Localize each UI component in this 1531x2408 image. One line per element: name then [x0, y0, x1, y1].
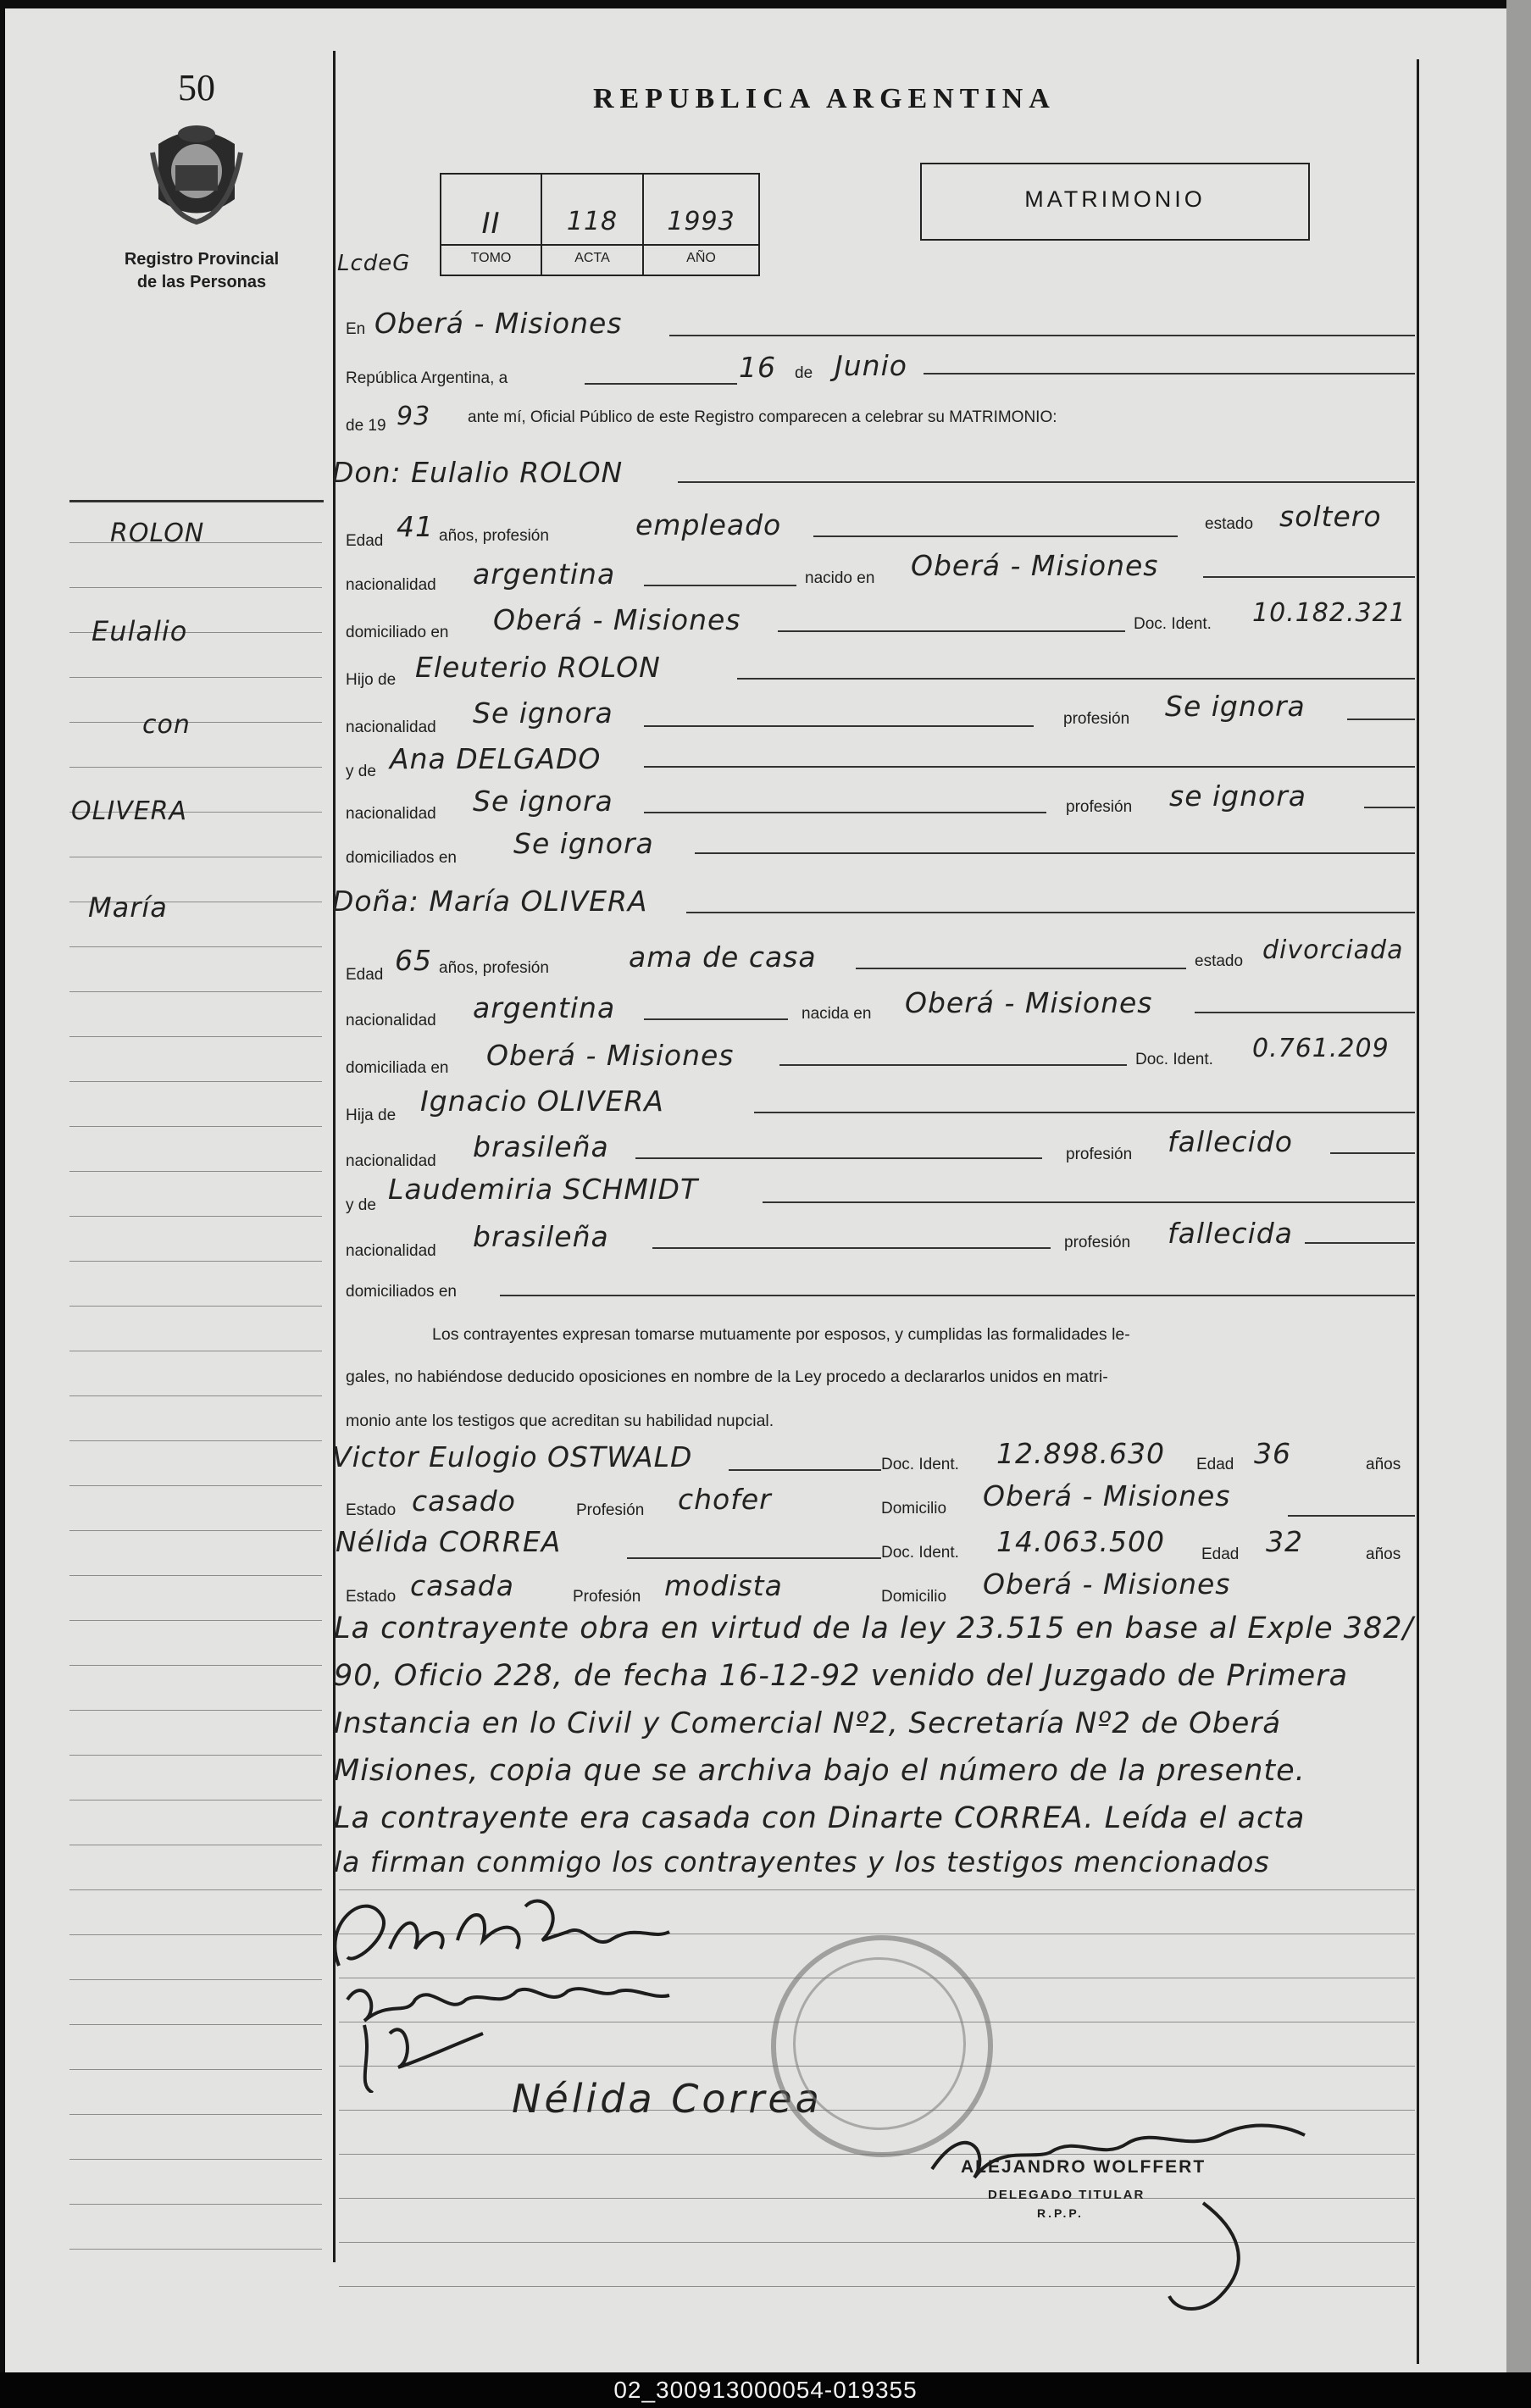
- note-line5: La contrayente era casada con Dinarte CORREA. Leída el acta: [334, 1801, 1306, 1835]
- year-text: ante mí, Oficial Público de este Registro comparecen a celebrar su MATRIMONIO:: [468, 408, 1057, 426]
- witness2-estado: casada: [410, 1569, 514, 1602]
- doc-type-box: [920, 163, 1310, 241]
- witness1-dom-label: Domicilio: [881, 1500, 947, 1517]
- groom-nacido: Oberá - Misiones: [911, 549, 1159, 582]
- groom-domicilio: Oberá - Misiones: [493, 603, 741, 636]
- groom-mother-nac: Se ignora: [473, 785, 613, 818]
- groom-mother-prof: se ignora: [1169, 780, 1306, 813]
- groom-father-nac-label: nacionalidad: [346, 719, 436, 736]
- margin-rule-line: [69, 1036, 322, 1037]
- witness2-dom-label: Domicilio: [881, 1588, 947, 1606]
- groom-nacionalidad: argentina: [473, 558, 616, 591]
- margin-rule-line: [69, 1171, 322, 1172]
- margin-rule-line: [69, 1979, 322, 1980]
- margin-rule-line: [69, 677, 322, 678]
- date-month: Junio: [835, 349, 907, 382]
- witness2-estado-label: Estado: [346, 1588, 397, 1606]
- margin-rule-line: [69, 1530, 322, 1531]
- bride-father-nac-label: nacionalidad: [346, 1152, 436, 1170]
- witness1-edad: 36: [1254, 1437, 1291, 1470]
- page-number: 50: [178, 67, 215, 108]
- note-line2: 90, Oficio 228, de fecha 16-12-92 venido del Juzgado de Primera: [334, 1659, 1349, 1693]
- margin-rule-line: [69, 1665, 322, 1666]
- groom-mother: Ana DELGADO: [390, 742, 602, 775]
- margin-rule-line: [69, 1440, 322, 1441]
- date-day: 16: [739, 351, 776, 384]
- margin-rule-line: [69, 1710, 322, 1711]
- groom-father-label: Hijo de: [346, 671, 397, 689]
- margin-name-bride: María: [88, 891, 168, 924]
- bride-mother-prof: fallecida: [1168, 1217, 1293, 1250]
- groom-father: Eleuterio ROLON: [415, 651, 661, 684]
- witness2-domicilio: Oberá - Misiones: [983, 1567, 1231, 1601]
- place-value: Oberá - Misiones: [374, 307, 623, 340]
- page-edge: [1506, 0, 1531, 2408]
- margin-surname-groom: ROLON: [110, 519, 205, 548]
- margin-rule-line: [69, 1889, 322, 1890]
- groom-estado-label: estado: [1205, 515, 1254, 533]
- margin-rule-line: [69, 767, 322, 768]
- margin-rule-line: [69, 1620, 322, 1621]
- margin-rule-line: [69, 1216, 322, 1217]
- witness2-profesion: modista: [664, 1569, 783, 1602]
- bride-mother: Laudemiria SCHMIDT: [388, 1173, 699, 1206]
- witness2-prof-label: Profesión: [573, 1588, 641, 1606]
- bride-father-prof-label: profesión: [1066, 1146, 1133, 1163]
- margin-rule-line: [69, 2249, 322, 2250]
- bride-edad: 65: [395, 944, 432, 977]
- witness1-doc: 12.898.630: [996, 1437, 1165, 1470]
- bride-nacida: Oberá - Misiones: [905, 986, 1153, 1019]
- margin-rule-line: [69, 1261, 322, 1262]
- date-de: de: [795, 364, 813, 382]
- groom-father-prof-label: profesión: [1063, 710, 1130, 728]
- groom-doc-label: Doc. Ident.: [1134, 615, 1212, 633]
- formal-text-line1: Los contrayentes expresan tomarse mutuamente por esposos, y cumplidas las formalidades le-: [432, 1325, 1130, 1344]
- groom-nacido-label: nacido en: [805, 569, 875, 587]
- anio-label: AÑO: [686, 251, 716, 265]
- margin-rule-line: [69, 2069, 322, 2070]
- groom-estado: soltero: [1279, 500, 1382, 533]
- groom-edad-label: Edad: [346, 532, 384, 550]
- witness2-anos: años: [1366, 1545, 1401, 1563]
- bride-father-prof: fallecido: [1168, 1125, 1293, 1158]
- witness1-name: Victor Eulogio OSTWALD: [332, 1440, 693, 1473]
- registry-line2: de las Personas: [136, 273, 267, 291]
- witness1-domicilio: Oberá - Misiones: [983, 1479, 1231, 1512]
- registry-line1: Registro Provincial: [124, 250, 280, 269]
- formal-text-line3: monio ante los testigos que acreditan su habilidad nupcial.: [346, 1412, 774, 1430]
- margin-rule-line: [69, 1485, 322, 1486]
- margin-rule-line: [69, 991, 322, 992]
- bride-dom-label: domiciliada en: [346, 1059, 449, 1077]
- margin-rule-line: [69, 1306, 322, 1307]
- bride-doc-label: Doc. Ident.: [1135, 1051, 1213, 1068]
- doc-type-label: MATRIMONIO: [1024, 186, 1206, 212]
- margin-rule-line: [69, 2204, 322, 2205]
- margin-rule-line: [69, 946, 322, 947]
- acta-value: 118: [566, 207, 619, 236]
- margin-rule-line: [69, 2159, 322, 2160]
- groom-name: Don: Eulalio ROLON: [332, 456, 624, 489]
- groom-father-nac: Se ignora: [473, 696, 613, 730]
- witness2-edad-label: Edad: [1201, 1545, 1240, 1563]
- bride-mother-prof-label: profesión: [1064, 1234, 1131, 1251]
- margin-rule-line: [69, 722, 322, 723]
- margin-rule-line: [69, 1081, 322, 1082]
- margin-rule-line: [69, 587, 322, 588]
- book-code: LcdeG: [337, 251, 411, 276]
- note-line3: Instancia en lo Civil y Comercial Nº2, Secretaría Nº2 de Oberá: [334, 1706, 1282, 1740]
- groom-father-prof: Se ignora: [1165, 690, 1306, 723]
- tomo-label: TOMO: [470, 251, 512, 265]
- witness1-doc-label: Doc. Ident.: [881, 1456, 959, 1473]
- witness2-doc: 14.063.500: [996, 1525, 1165, 1558]
- groom-parents-dom: Se ignora: [513, 827, 654, 860]
- right-border: [1417, 59, 1419, 2364]
- groom-mother-prof-label: profesión: [1066, 798, 1133, 816]
- date-prefix: República Argentina, a: [346, 369, 508, 387]
- anio-value: 1993: [667, 207, 735, 236]
- officer-name: ALEJANDRO WOLFFERT: [961, 2157, 1206, 2177]
- note-line6: la firman conmigo los contrayentes y los testigos mencionados: [334, 1845, 1270, 1878]
- tomo-value: II: [481, 207, 501, 241]
- bride-profesion-label: años, profesión: [439, 959, 549, 977]
- acta-label: ACTA: [574, 251, 610, 265]
- witness1-edad-label: Edad: [1196, 1456, 1234, 1473]
- groom-mother-nac-label: nacionalidad: [346, 805, 436, 823]
- bride-name: Doña: María OLIVERA: [332, 885, 648, 918]
- formal-text-line2: gales, no habiéndose deducido oposiciones en nombre de la Ley procedo a declararlos unidos en matri-: [346, 1368, 1108, 1386]
- bride-father-label: Hija de: [346, 1107, 397, 1124]
- officer-abbr: R.P.P.: [1037, 2206, 1084, 2220]
- groom-profesion-label: años, profesión: [439, 527, 549, 545]
- bride-father: Ignacio OLIVERA: [420, 1085, 664, 1118]
- groom-nac-label: nacionalidad: [346, 576, 436, 594]
- margin-rule-line: [69, 1575, 322, 1576]
- year-prefix: de 19: [346, 417, 386, 435]
- groom-profesion: empleado: [635, 508, 782, 541]
- witness1-estado-label: Estado: [346, 1501, 397, 1519]
- bride-domicilio: Oberá - Misiones: [486, 1039, 735, 1072]
- bride-mother-nac: brasileña: [473, 1220, 609, 1253]
- witness1-prof-label: Profesión: [576, 1501, 645, 1519]
- note-line1: La contrayente obra en virtud de la ley 23.515 en base al Exple 382/: [334, 1612, 1414, 1645]
- bride-profesion: ama de casa: [629, 940, 817, 974]
- groom-dom-label: domiciliado en: [346, 624, 449, 641]
- margin-rule-line: [69, 1934, 322, 1935]
- groom-mother-label: y de: [346, 763, 376, 780]
- margin-name-groom: Eulalio: [92, 615, 188, 647]
- witness-signature-nelida: Nélida Correa: [512, 2076, 823, 2122]
- officer-signature: [915, 2101, 1322, 2322]
- bride-mother-label: y de: [346, 1196, 376, 1214]
- bride-nac-label: nacionalidad: [346, 1012, 436, 1029]
- bride-mother-nac-label: nacionalidad: [346, 1242, 436, 1260]
- officer-title: DELEGADO TITULAR: [988, 2188, 1145, 2202]
- bride-parents-dom-label: domiciliados en: [346, 1283, 457, 1301]
- bride-estado-label: estado: [1195, 952, 1244, 970]
- margin-rule-line: [69, 2024, 322, 2025]
- groom-parents-dom-label: domiciliados en: [346, 849, 457, 867]
- witness1-profesion: chofer: [678, 1483, 772, 1516]
- margin-surname-bride: OLIVERA: [71, 796, 188, 826]
- witness2-name: Nélida CORREA: [336, 1525, 562, 1558]
- book-table: [440, 173, 760, 276]
- margin-con: con: [142, 710, 191, 740]
- bride-nacionalidad: argentina: [473, 991, 616, 1024]
- place-prefix: En: [346, 320, 366, 338]
- bride-doc: 0.761.209: [1252, 1034, 1390, 1063]
- margin-rule-line: [69, 1126, 322, 1127]
- margin-rule-line: [69, 2114, 322, 2115]
- witness1-anos: años: [1366, 1456, 1401, 1473]
- note-line4: Misiones, copia que se archiva bajo el número de la presente.: [334, 1754, 1306, 1788]
- coat-of-arms-seal: [146, 119, 247, 227]
- scan-id: 02_300913000054-019355: [0, 2372, 1531, 2408]
- witness2-edad: 32: [1266, 1525, 1303, 1558]
- year-value: 93: [397, 402, 431, 431]
- margin-rule-line: [69, 1755, 322, 1756]
- bride-father-nac: brasileña: [473, 1130, 609, 1163]
- page-title: REPUBLICA ARGENTINA: [593, 83, 1056, 114]
- bride-nacida-label: nacida en: [802, 1005, 872, 1023]
- witness1-estado: casado: [412, 1484, 516, 1517]
- margin-rule-line: [69, 1395, 322, 1396]
- bride-estado: divorciada: [1262, 935, 1404, 965]
- groom-doc: 10.182.321: [1252, 598, 1406, 628]
- groom-edad: 41: [397, 510, 434, 543]
- margin-header-rule: [69, 500, 324, 502]
- witness2-doc-label: Doc. Ident.: [881, 1544, 959, 1562]
- groom-signature: [313, 1873, 703, 2093]
- bride-edad-label: Edad: [346, 966, 384, 984]
